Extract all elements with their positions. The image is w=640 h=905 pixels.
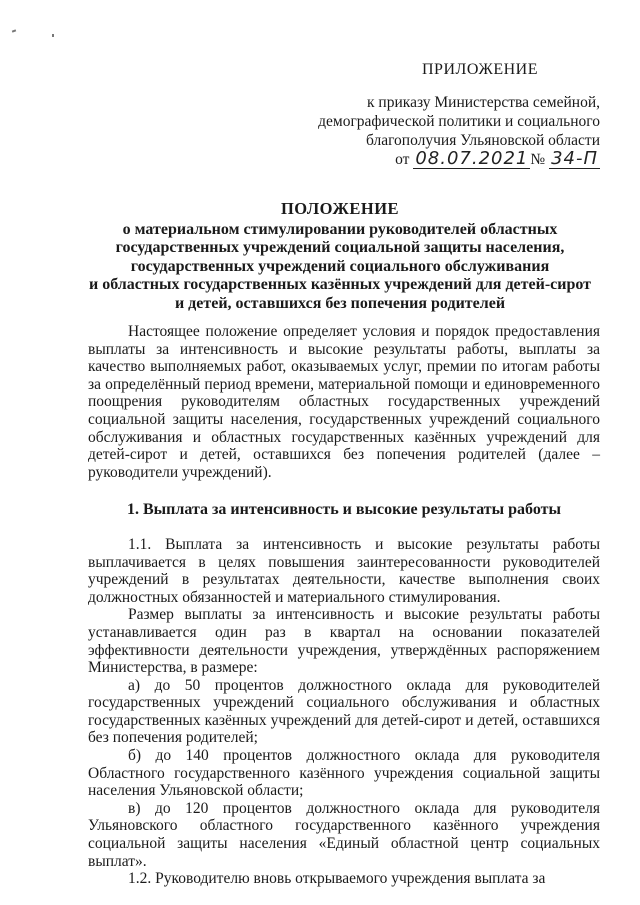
paragraph: 1.2. Руководителю вновь открываемого учреждения выплата за (128, 870, 546, 888)
number-prefix: № (530, 151, 546, 168)
title-line: государственных учреждений социальной защиты населения, (115, 239, 565, 256)
title-main: ПОЛОЖЕНИЕ (280, 199, 400, 218)
appendix-line: демографической политики и социального (318, 113, 600, 130)
appendix-line: благополучия Ульяновской области (365, 132, 600, 149)
order-date-line (300, 150, 600, 169)
paragraph: а) до 50 процентов должностного оклада для руководителей государственных учреждений социального обслуживания и областных государственных казённых учреждений для детей-сирот и детей, оставшихся без попечения родителей; (88, 676, 600, 747)
order-date: 08.07.2021 (415, 148, 529, 169)
paragraph: 1.1. Выплата за интенсивность и высокие результаты работы выплачивается в целях повышения заинтересованности руководителей учреждений в результатах деятельности, качестве выполнения своих должностных обязанностей и материального стимулирования. (88, 535, 600, 606)
paragraph: б) до 140 процентов должностного оклада для руководителя Областного государственного казённого учреждения социальной защиты населения Ульяновской области; (88, 747, 600, 800)
section-heading: 1. Выплата за интенсивность и высокие результаты работы (127, 501, 561, 519)
title-line: государственных учреждений социального обслуживания (130, 257, 550, 275)
document-body (88, 323, 600, 888)
date-prefix: от (395, 151, 410, 168)
intro-paragraph: Настоящее положение определяет условия и порядок предоставления выплаты за интенсивность и высокие результаты работы, выплаты за качество выполняемых работ, оказываемых услуг, премии по итогам работы за определённый период времени, материальной помощи и единовременного поощрения руководителям областных государственных учреждений социальной защиты населения, государственных учреждений социального обслуживания и областных государственных казённых учреждений для детей-сирот и детей, оставшихся без попечения родителей (далее – руководители учреждений). (88, 323, 600, 481)
order-number: 34-П (551, 148, 598, 169)
paragraph: в) до 120 процентов должностного оклада для руководителя Ульяновского областного государственного казённого учреждения социальной защиты населения «Единый областной центр социальных выплат». (88, 799, 600, 870)
title-line: и областных государственных казённых учреждений для детей-сирот (88, 276, 592, 293)
document-title (80, 200, 600, 313)
scan-mark (52, 34, 54, 37)
paragraph: Размер выплаты за интенсивность и высокие результаты работы устанавливается один раз в квартал на основании показателей эффективности деятельности учреждения, утверждённых распоряжением Министерства, в размере: (88, 606, 600, 677)
scan-mark (12, 29, 16, 32)
title-line: о материальном стимулировании руководителей областных (122, 220, 558, 238)
appendix-block (300, 60, 600, 169)
appendix-line: к приказу Министерства семейной, (367, 94, 600, 111)
title-line: и детей, оставшихся без попечения родителей (174, 294, 506, 312)
appendix-title: ПРИЛОЖЕНИЕ (421, 61, 538, 78)
